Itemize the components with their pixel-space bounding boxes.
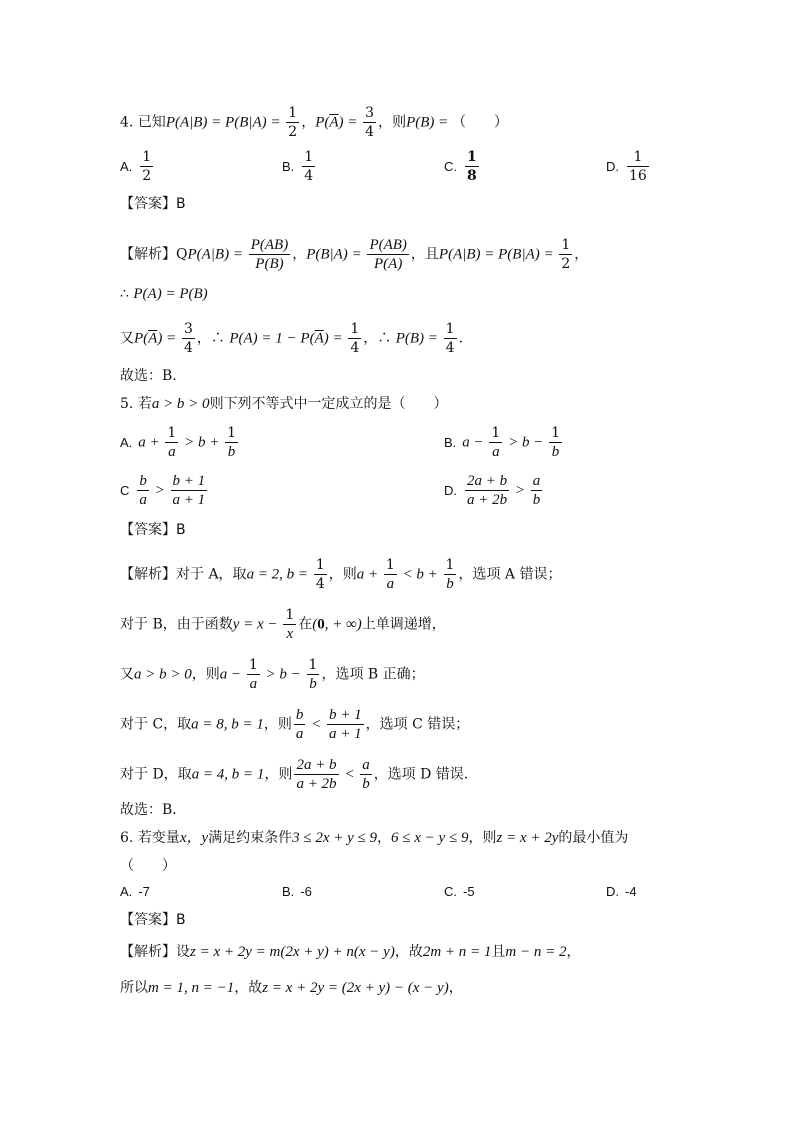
q4-option-c: C. $\frac{1}{8}$ [444, 149, 477, 184]
q6-paren: （ ） [120, 858, 176, 874]
q6-stem: 6. 若变量x，y满足约束条件3 ≤ 2x + y ≤ 9，6 ≤ x − y ≤ 9，则z = x + 2y的最小值为 [120, 830, 629, 846]
q4-option-b: B. $\frac{1}{4}$ [282, 149, 314, 184]
q5-option-a: A. a + $\frac{1}{a}$ > b + $\frac{1}{b}$ [120, 425, 237, 460]
q5-analysis-line-2: 对于 B，由于函数y = x − $\frac{1}{x}$ 在(0, + ∞)上单调递增， [120, 607, 446, 642]
q4-query: P(B) = [406, 114, 453, 131]
q4-option-d: D. $\frac{1}{16}$ [606, 149, 647, 184]
q6-option-c: C. -5 [444, 884, 475, 899]
q6-analysis-line-1: 【解析】设z = x + 2y = m(2x + y) + n(x − y)，故2m + n = 1且m − n = 2， [120, 944, 581, 960]
q5-answer: 【答案】B [120, 522, 186, 538]
q4-analysis-line-2: ∴ P(A) = P(B) [120, 286, 208, 302]
q4-frac-three-quarters: $\frac{3}{4}$ [365, 105, 375, 140]
q5-option-c: C $\frac{b}{a}$ > $\frac{b + 1}{a + 1}$ [120, 473, 206, 508]
q4-paren: （ ） [452, 114, 509, 131]
q6-analysis-line-2: 所以m = 1, n = −1，故z = x + 2y = (2x + y) − (x − y)， [120, 980, 463, 996]
q6-option-b: B. -6 [282, 884, 312, 899]
q4-option-a: A. $\frac{1}{2}$ [120, 149, 152, 184]
q6-answer: 【答案】B [120, 912, 186, 928]
q5-option-b: B. a − $\frac{1}{a}$ > b − $\frac{1}{b}$ [444, 425, 561, 460]
q5-analysis-line-3: 又a > b > 0，则a − $\frac{1}{a}$ > b − $\frac{1}{b}$ ，选项 B 正确； [120, 657, 425, 692]
q4-condition-1: P(A|B) = P(B|A) = [165, 114, 285, 131]
q5-analysis-line-4: 对于 C，取a = 8, b = 1，则 $\frac{b}{a}$ < $\frac{b + 1}{a + 1}$ ，选项 C 错误； [120, 707, 470, 742]
q4-conclusion: 故选：B. [120, 368, 177, 384]
q6-option-a: A. -7 [120, 884, 150, 899]
q5-stem: 5. 若a > b > 0则下列不等式中一定成立的是（ ） [120, 396, 448, 412]
q4-stem-pre: 已知 [137, 114, 166, 131]
q4-stem: 4. 已知P(A|B) = P(B|A) = $\frac{1}{2}$ ，$P(\overline{A})$ = $\frac{3}{4}$ ，则P(B) = （ ） [120, 105, 509, 140]
q4-analysis-line-1: 【解析】QP(A|B) = $\frac{P(AB)}{P(B)}$ ，P(B|A) = $\frac{P(AB)}{P(A)}$ ，且P(A|B) = P(B|A) = $\frac{1}{2}$ ， [120, 237, 589, 272]
q4-frac-half: $\frac{1}{2}$ [288, 105, 298, 140]
q5-analysis-line-5: 对于 D，取a = 4, b = 1，则 $\frac{2a + b}{a + 2b}$ < $\frac{a}{b}$ ，选项 D 错误. [120, 757, 469, 792]
q5-analysis-line-1: 【解析】对于 A，取a = 2, b = $\frac{1}{4}$ ，则a + $\frac{1}{a}$ < b + $\frac{1}{b}$ ，选项 A 错误； [120, 557, 562, 592]
q4-condition-2: $P(\overline{A})$ = [315, 114, 362, 131]
q4-number: 4. [120, 114, 134, 131]
q4-answer: 【答案】B [120, 196, 186, 212]
q5-conclusion: 故选：B． [120, 802, 187, 818]
q4-stem-post: ，则 [378, 114, 407, 131]
q4-analysis-line-3: 又$P(\overline{A})$ = $\frac{3}{4}$ ，∴ $P(A) = 1 - P(\overline{A})$ = $\frac{1}{4}$ ，∴ P(B) = $\frac{1}{4}$ . [120, 321, 464, 356]
q5-option-d: D. $\frac{2a + b}{a + 2b}$ > $\frac{a}{b}$ [444, 473, 541, 508]
q6-option-d: D. -4 [606, 884, 637, 899]
